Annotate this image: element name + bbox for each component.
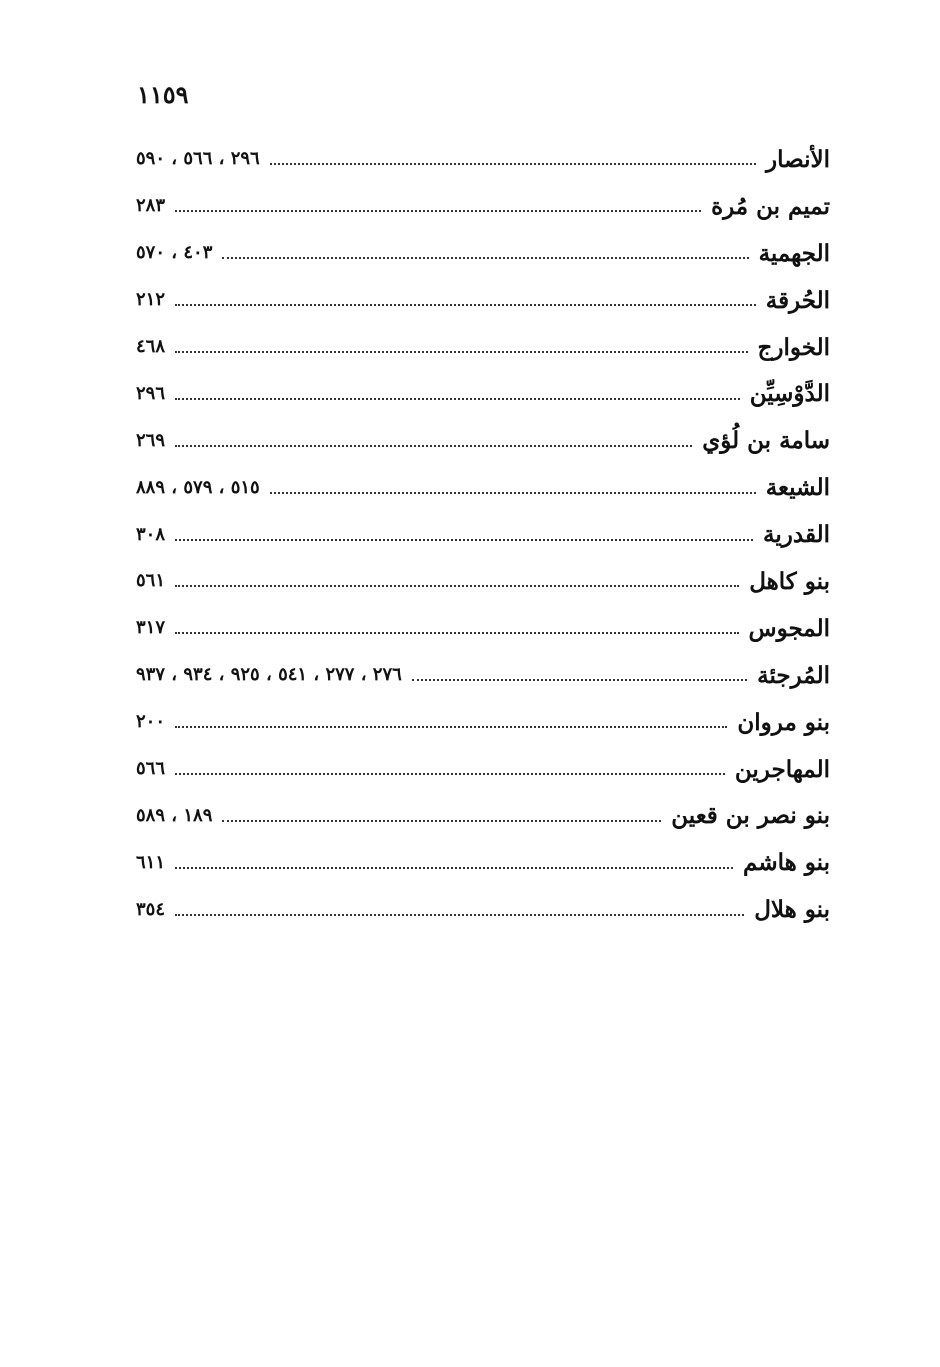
entry-name: بنو هاشم	[743, 849, 830, 877]
dot-leader	[270, 163, 756, 165]
dot-leader	[175, 398, 740, 400]
entry-name: الجهمية	[758, 239, 830, 267]
entry-name: المُرجئة	[757, 661, 830, 689]
entry-pages: ٢٩٦ ، ٥٦٦ ، ٥٩٠	[136, 148, 260, 170]
entry-name: الحُرقة	[765, 286, 830, 314]
entry-pages: ٣٠٨	[136, 523, 166, 545]
index-entry	[136, 417, 830, 464]
index-entry	[136, 370, 830, 417]
entry-name: بنو كاهل	[749, 567, 830, 595]
index-entry	[136, 652, 830, 699]
entry-name: الدَّوْسِيِّن	[749, 380, 830, 408]
dot-leader	[175, 445, 692, 447]
entry-pages: ٥١٥ ، ٥٧٩ ، ٨٨٩	[136, 476, 260, 498]
entry-pages: ٢٦٩	[136, 429, 166, 451]
index-entry	[136, 886, 830, 933]
dot-leader	[175, 773, 725, 775]
dot-leader	[270, 492, 756, 494]
dot-leader	[412, 679, 747, 681]
dot-leader	[175, 585, 739, 587]
entry-pages: ٣١٧	[136, 617, 166, 639]
entry-name: القدرية	[763, 521, 830, 549]
index-entry	[136, 839, 830, 886]
entry-pages: ٦١١	[136, 851, 166, 873]
index-entry	[136, 464, 830, 511]
entry-name: تميم بن مُرة	[711, 192, 830, 220]
index-entry	[136, 230, 830, 277]
entry-pages: ٤٠٣ ، ٥٧٠	[136, 242, 213, 264]
entry-name: سامة بن لُؤي	[702, 427, 830, 455]
entry-pages: ٤٦٨	[136, 336, 166, 357]
index-entry	[136, 277, 830, 324]
index-list	[136, 136, 830, 933]
dot-leader	[222, 820, 661, 822]
index-entry	[136, 136, 830, 183]
entry-pages: ٥٦١	[136, 570, 166, 592]
dot-leader	[175, 914, 744, 916]
index-entry	[136, 605, 830, 652]
entry-name: المهاجرين	[734, 755, 830, 783]
entry-pages: ١٨٩ ، ٥٨٩	[136, 804, 213, 826]
index-entry	[136, 699, 830, 746]
entry-pages: ٢٩٦	[136, 382, 166, 404]
entry-name: بنو هلال	[754, 896, 830, 924]
dot-leader	[175, 726, 727, 728]
entry-name: الشيعة	[765, 474, 830, 502]
entry-pages: ٥٦٦	[136, 758, 166, 780]
entry-name: بنو نصر بن قعين	[671, 802, 830, 830]
dot-leader	[175, 539, 753, 541]
entry-name: الأنصار	[766, 145, 830, 173]
index-entry	[136, 558, 830, 605]
dot-leader	[175, 632, 738, 634]
entry-name: الخوارج	[757, 333, 830, 361]
index-entry	[136, 746, 830, 793]
entry-name: بنو مروان	[737, 708, 830, 736]
entry-pages: ٣٥٤	[136, 898, 166, 920]
dot-leader	[175, 351, 748, 353]
entry-pages: ٢٧٦ ، ٢٧٧ ، ٥٤١ ، ٩٢٥ ، ٩٣٤ ، ٩٣٧	[136, 664, 402, 686]
dot-leader	[175, 210, 701, 212]
dot-leader	[175, 304, 756, 306]
dot-leader	[222, 257, 748, 259]
index-entry	[136, 324, 830, 371]
index-entry	[136, 511, 830, 558]
entry-name: المجوس	[748, 614, 830, 642]
entry-pages: ٢١٢	[136, 289, 166, 311]
entry-pages: ٢٨٣	[136, 195, 166, 217]
dot-leader	[175, 867, 733, 869]
page-number: ١١٥٩	[137, 80, 189, 109]
entry-pages: ٢٠٠	[136, 711, 166, 733]
index-entry	[136, 792, 830, 839]
index-entry	[136, 183, 830, 230]
